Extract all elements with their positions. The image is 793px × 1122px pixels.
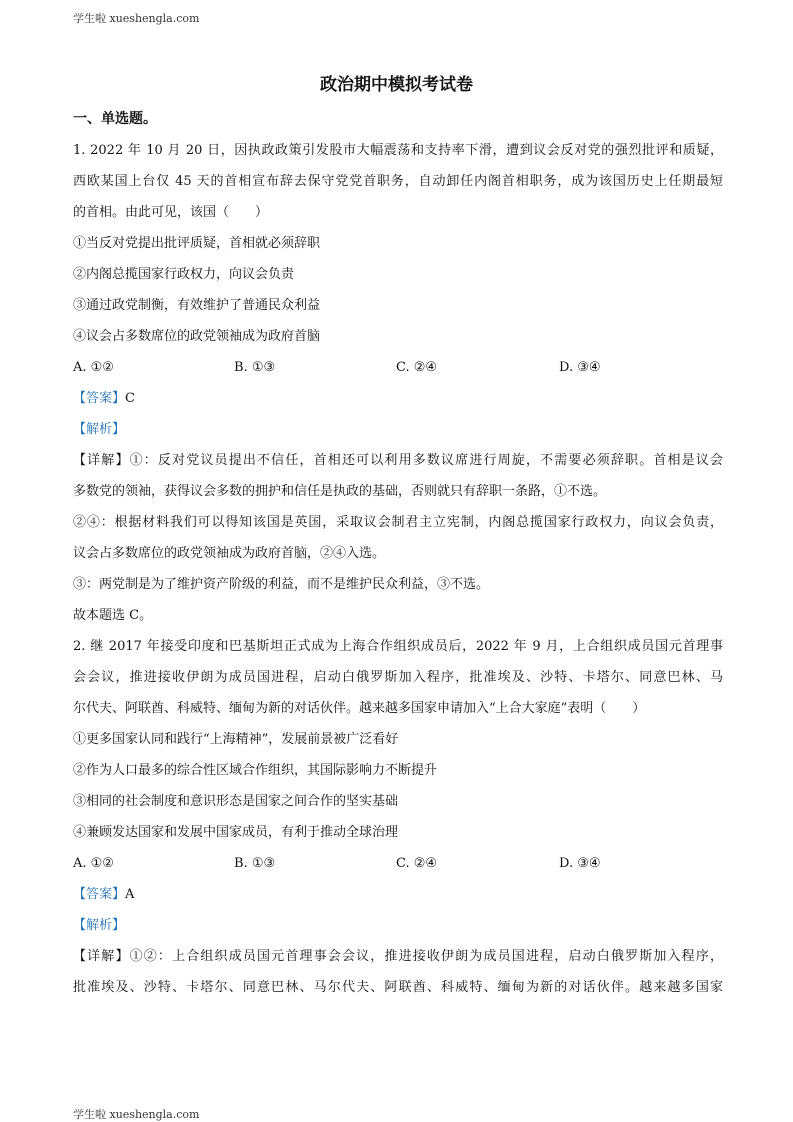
detail-tag: 【详解】	[73, 949, 130, 964]
question-1-detail-line: ②④：根据材料我们可以得知该国是英国，采取议会制君主立宪制，内阁总揽国家行政权力，向议会负责，	[73, 515, 723, 530]
option-a: A. ①②	[73, 856, 114, 871]
question-2-answer	[73, 879, 723, 910]
question-2-analysis	[73, 910, 723, 941]
question-1-detail-line: 故本题选 C。	[73, 608, 153, 623]
question-1-detail-line	[73, 445, 723, 476]
option-d: D. ③④	[559, 856, 601, 871]
option-b: B. ①③	[234, 360, 276, 375]
detail-tag: 【详解】	[73, 453, 130, 468]
question-2-item: ④兼顾发达国家和发展中国家成员，有利于推动全球治理	[73, 825, 399, 840]
section-heading: 一、单选题。	[73, 111, 157, 127]
document-body	[73, 135, 723, 1003]
question-2-detail-line	[73, 941, 723, 972]
detail-text: ①②：上合组织成员国元首理事会会议，推进接收伊朗为成员国进程，启动白俄罗斯加入程序，	[129, 949, 723, 964]
question-2	[73, 631, 723, 1003]
question-2-item: ②作为人口最多的综合性区域合作组织，其国际影响力不断提升	[73, 763, 438, 778]
answer-value: C	[125, 391, 135, 406]
analysis-tag: 【解析】	[73, 422, 126, 437]
detail-text: ①：反对党议员提出不信任，首相还可以利用多数议席进行周旋，不需要必须辞职。首相是议会	[129, 453, 723, 468]
analysis-tag: 【解析】	[73, 918, 126, 933]
question-1-stem-line: 西欧某国上台仅 45 天的首相宣布辞去保守党党首职务，自动卸任内阁首相职务，成为该国历史上任期最短	[73, 174, 723, 189]
option-b: B. ①③	[234, 856, 276, 871]
question-1-item: ①当反对党提出批评质疑，首相就必须辞职	[73, 236, 321, 251]
question-1-analysis	[73, 414, 723, 445]
question-1-item: ②内阁总揽国家行政权力，向议会负责	[73, 267, 295, 282]
question-1-item: ③通过政党制衡，有效维护了普通民众利益	[73, 298, 321, 313]
question-2-stem-line: 2. 继 2017 年接受印度和巴基斯坦正式成为上海合作组织成员后，2022 年 9 月，上合组织成员国元首理事	[73, 639, 723, 654]
option-c: C. ②④	[396, 856, 438, 871]
document-title: 政治期中模拟考试卷	[320, 75, 473, 95]
question-2-stem-line: 会会议，推进接收伊朗为成员国进程，启动白俄罗斯加入程序，批准埃及、沙特、卡塔尔、同意巴林、马	[73, 670, 723, 685]
question-2-stem-line: 尔代夫、阿联酋、科威特、缅甸为新的对话伙伴。越来越多国家申请加入“上合大家庭”表明（ ）	[73, 701, 646, 716]
answer-tag: 【答案】	[73, 391, 126, 406]
question-1-detail-line: 多数党的领袖，获得议会多数的拥护和信任是执政的基础，否则就只有辞职一条路，①不选。	[73, 484, 607, 499]
option-c: C. ②④	[396, 360, 438, 375]
page-header-site: 学生啦 xueshengla.com	[73, 12, 200, 25]
option-d: D. ③④	[559, 360, 601, 375]
question-1-detail-line: 议会占多数席位的政党领袖成为政府首脑，②④入选。	[73, 546, 386, 561]
question-1-answer	[73, 383, 723, 414]
answer-tag: 【答案】	[73, 887, 126, 902]
question-1	[73, 135, 723, 631]
page-footer-site: 学生啦 xueshengla.com	[73, 1108, 200, 1121]
question-2-item: ③相同的社会制度和意识形态是国家之间合作的坚实基础	[73, 794, 399, 809]
option-a: A. ①②	[73, 360, 114, 375]
question-1-stem-line: 的首相。由此可见，该国（ ）	[73, 205, 269, 220]
question-2-options	[73, 848, 723, 879]
question-1-stem-line: 1. 2022 年 10 月 20 日，因执政政策引发股市大幅震荡和支持率下滑，遭到议会反对党的强烈批评和质疑，	[73, 143, 723, 158]
question-1-detail-line: ③：两党制是为了维护资产阶级的利益，而不是维护民众利益，③不选。	[73, 577, 490, 592]
question-2-item: ①更多国家认同和践行“上海精神”，发展前景被广泛看好	[73, 732, 399, 747]
question-1-options	[73, 352, 723, 383]
question-2-detail-line: 批准埃及、沙特、卡塔尔、同意巴林、马尔代夫、阿联酋、科威特、缅甸为新的对话伙伴。越来越多国家	[73, 980, 723, 995]
question-1-item: ④议会占多数席位的政党领袖成为政府首脑	[73, 329, 321, 344]
answer-value: A	[125, 887, 135, 902]
